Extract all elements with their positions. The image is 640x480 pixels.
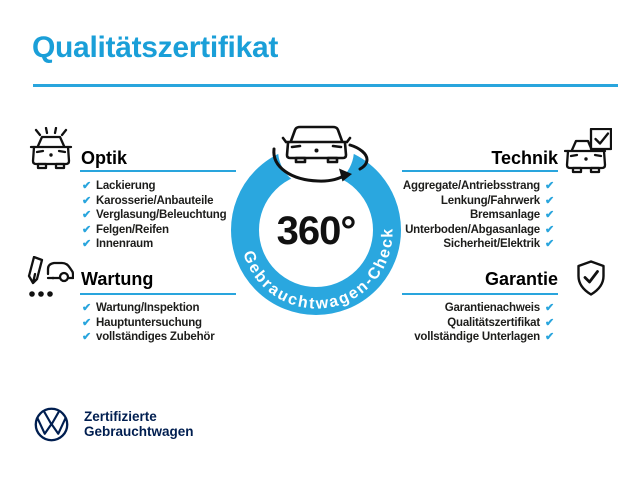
item-label: Garantienachweis xyxy=(444,302,540,314)
check-icon: ✔ xyxy=(82,238,92,251)
checklist-item xyxy=(82,179,226,194)
badge-ring xyxy=(245,159,387,301)
item-label: Sicherheit/Elektrik xyxy=(443,238,540,251)
checklist-optik xyxy=(82,179,226,252)
check-icon: ✔ xyxy=(544,331,554,344)
car-front-shine-icon xyxy=(26,127,76,179)
rotation-arrow xyxy=(274,145,367,182)
checklist-item xyxy=(82,223,226,238)
checklist-item xyxy=(368,194,554,209)
checklist-item xyxy=(368,223,554,238)
footer-brand-label xyxy=(84,409,194,439)
check-icon: ✔ xyxy=(82,180,92,192)
car-checkbox-icon xyxy=(564,128,612,178)
shield-check-icon xyxy=(576,260,606,297)
item-label: Lenkung/Fahrwerk xyxy=(440,194,540,207)
footer-brand-line2: Gebrauchtwagen xyxy=(84,424,194,439)
heading-underline xyxy=(402,170,558,173)
item-label: Bremsanlage xyxy=(469,209,540,222)
degree-label: 360° xyxy=(276,209,356,253)
title-divider xyxy=(33,84,618,87)
section-heading-optik: Optik xyxy=(81,148,128,168)
section-heading-technik: Technik xyxy=(491,148,558,168)
checklist-item xyxy=(368,237,554,252)
item-label: vollständige Unterlagen xyxy=(414,331,540,344)
check-icon: ✔ xyxy=(544,223,554,236)
item-label: Wartung/Inspektion xyxy=(96,302,200,314)
check-icon: ✔ xyxy=(82,194,92,207)
section-heading-wartung: Wartung xyxy=(81,269,154,289)
check-icon: ✔ xyxy=(544,194,554,207)
section-heading-garantie: Garantie xyxy=(484,269,558,289)
checklist-garantie xyxy=(368,301,554,345)
item-label: Qualitätszertifikat xyxy=(447,316,540,329)
checklist-wartung xyxy=(82,301,215,345)
heading-underline xyxy=(402,293,558,296)
page-title: Qualitätszertifikat xyxy=(32,31,279,64)
item-label: Hauptuntersuchung xyxy=(96,316,202,329)
item-label: Felgen/Reifen xyxy=(96,223,169,236)
checklist-item xyxy=(368,330,554,345)
ring-label: Gebrauchtwagen-Check xyxy=(239,226,397,313)
checklist-item xyxy=(368,179,554,194)
service-pen-car-icon xyxy=(26,256,74,300)
item-label: Innenraum xyxy=(96,238,154,251)
item-label: Verglasung/Beleuchtung xyxy=(96,209,227,222)
item-label: Aggregate/Antriebsstrang xyxy=(402,180,540,192)
checklist-item xyxy=(82,301,215,316)
check-icon: ✔ xyxy=(544,180,554,192)
checklist-item xyxy=(368,316,554,331)
item-label: Lackierung xyxy=(96,180,156,192)
check-icon: ✔ xyxy=(544,316,554,329)
check-icon: ✔ xyxy=(544,209,554,222)
check-icon: ✔ xyxy=(544,302,554,314)
check-icon: ✔ xyxy=(82,316,92,329)
checklist-item xyxy=(82,194,226,209)
check-icon: ✔ xyxy=(82,302,92,314)
item-label: Karosserie/Anbauteile xyxy=(96,194,214,207)
check-icon: ✔ xyxy=(82,209,92,222)
item-label: Unterboden/Abgasanlage xyxy=(405,223,540,236)
check-icon: ✔ xyxy=(544,238,554,251)
checklist-item xyxy=(82,237,226,252)
checklist-item xyxy=(82,208,226,223)
heading-underline xyxy=(80,170,236,173)
checklist-item xyxy=(368,301,554,316)
car-rotate-icon xyxy=(283,127,350,162)
checklist-technik xyxy=(368,179,554,252)
footer-brand-line1: Zertifizierte xyxy=(84,409,157,424)
item-label: vollständiges Zubehör xyxy=(96,331,215,344)
check-icon: ✔ xyxy=(82,331,92,344)
heading-underline xyxy=(80,293,236,296)
checklist-item xyxy=(82,316,215,331)
checklist-item xyxy=(368,208,554,223)
checklist-item xyxy=(82,330,215,345)
check-icon: ✔ xyxy=(82,223,92,236)
vw-logo-icon xyxy=(33,406,70,443)
badge-ring-gap xyxy=(278,112,354,188)
